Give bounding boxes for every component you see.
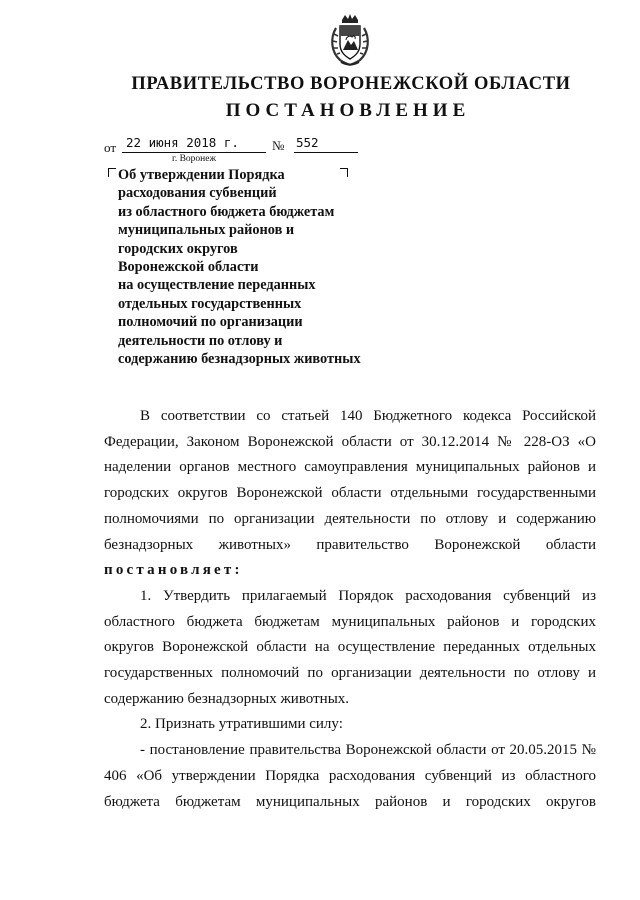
subject-line: отдельных государственных xyxy=(118,295,302,312)
date-prefix-label: от xyxy=(104,140,117,155)
subject-line: на осуществление переданных xyxy=(118,277,316,294)
document-meta-row xyxy=(104,134,364,156)
item-2-paragraph: 2. Признать утратившими силу: xyxy=(140,716,343,733)
subject-line: деятельности по отлову и xyxy=(118,332,283,349)
government-title: ПРАВИТЕЛЬСТВО ВОРОНЕЖСКОЙ ОБЛАСТИ xyxy=(131,74,571,94)
number-sign-label: № xyxy=(272,138,285,153)
preamble-paragraph: В соответствии со статьей 140 Бюджетного кодекса Российской Федерации, Законом Воронежской области от 30.12.2014 № 228-ОЗ «О наделении органов местного самоуправления муниципальных районов и городских округов Воронежской области отдельными государственными полномочиями по организации деятельности по отлову и содержанию безнадзорных животных» правительство Воронежской области xyxy=(104,408,596,553)
subject-bracket-left xyxy=(108,168,116,177)
coat-of-arms-emblem xyxy=(328,14,372,68)
city-label: г. Воронеж xyxy=(172,154,217,164)
resolves-word: постановляет: xyxy=(104,562,243,579)
subject-line: муниципальных районов и xyxy=(118,222,295,239)
subject-line: Воронежской области xyxy=(118,259,259,276)
document-subject xyxy=(118,166,418,368)
subject-line: полномочий по организации xyxy=(118,314,303,331)
subject-line: расходования субвенций xyxy=(118,185,277,202)
document-number: 552 xyxy=(294,134,358,153)
subject-line: из областного бюджета бюджетам xyxy=(118,203,335,220)
item-1-paragraph: 1. Утвердить прилагаемый Порядок расходования субвенций из областного бюджета бюджетам муниципальных районов и городских округов Воронежской области на осуществление переданных отдельных государственных полномочий по организации деятельности по отлову и содержанию безнадзорных животных. xyxy=(104,587,596,707)
document-date: 22 июня 2018 г. xyxy=(122,134,266,153)
item-2-sub-paragraph: - постановление правительства Воронежской области от 20.05.2015 № 406 «Об утверждении Порядка расходования субвенций из областного бюджета бюджетам муниципальных районов и городских округов xyxy=(104,742,596,810)
subject-line: Об утверждении Порядка xyxy=(118,167,285,183)
document-type-heading: ПОСТАНОВЛЕНИЕ xyxy=(225,100,471,121)
subject-line: городских округов xyxy=(118,240,238,257)
document-body xyxy=(104,404,596,815)
subject-line: содержанию безнадзорных животных xyxy=(118,351,361,368)
